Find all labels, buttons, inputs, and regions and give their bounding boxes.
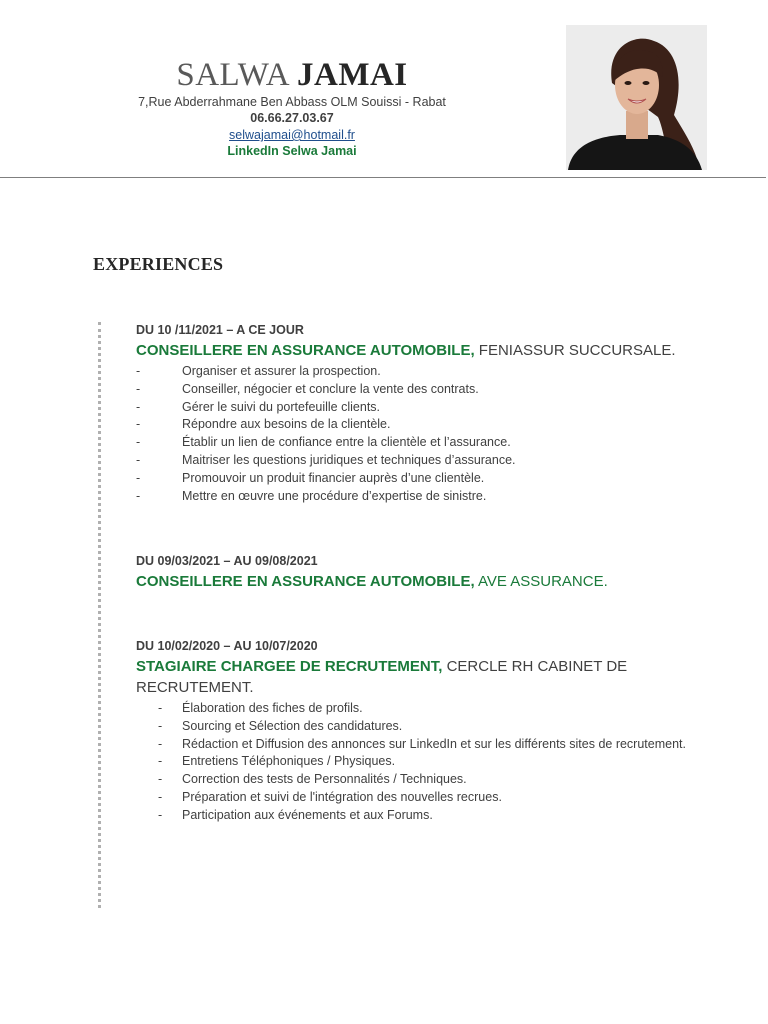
list-item: - Répondre aux besoins de la clientèle. <box>136 417 391 432</box>
section-title-experiences: EXPERIENCES <box>93 254 224 274</box>
list-item: - Gérer le suivi du portefeuille clients. <box>136 399 381 414</box>
portrait-illustration <box>566 25 707 170</box>
header-divider <box>0 177 766 178</box>
experience-date: DU 10 /11/2021 – A CE JOUR <box>136 323 304 337</box>
experience-item <box>136 553 696 592</box>
experience-role <box>136 571 696 592</box>
company-name: AVE ASSURANCE. <box>474 573 608 590</box>
job-title: CONSEILLERE EN ASSURANCE AUTOMOBILE, <box>136 342 475 359</box>
phone-number: 06.66.27.03.67 <box>250 111 334 125</box>
company-name: FENIASSUR SUCCURSALE. <box>474 342 676 359</box>
task-list <box>136 363 696 505</box>
job-title: CONSEILLERE EN ASSURANCE AUTOMOBILE, <box>136 573 475 590</box>
list-item: - Entretiens Téléphoniques / Physiques. <box>158 754 396 769</box>
company-name: CERCLE RH CABINET DE RECRUTEMENT. <box>136 658 628 696</box>
experience-item <box>136 638 696 825</box>
task-list <box>136 700 696 825</box>
experience-role <box>136 340 696 361</box>
last-name: JAMAI <box>297 57 408 93</box>
email-link[interactable]: selwajamai@hotmail.fr <box>229 128 355 142</box>
experience-item <box>136 322 696 505</box>
first-name: SALWA <box>176 57 289 93</box>
timeline-dotted-line <box>98 322 101 908</box>
list-item: - Maitriser les questions juridiques et techniques d’assurance. <box>136 452 516 467</box>
list-item: - Élaboration des fiches de profils. <box>158 701 363 715</box>
list-item: - Rédaction et Diffusion des annonces sur LinkedIn et sur les différents sites de recrutement. <box>158 736 686 751</box>
experience-role <box>136 656 696 698</box>
list-item: - Préparation et suivi de l'intégration des nouvelles recrues. <box>158 789 502 804</box>
experience-date: DU 09/03/2021 – AU 09/08/2021 <box>136 554 318 568</box>
candidate-name <box>0 56 584 94</box>
address: 7,Rue Abderrahmane Ben Abbass OLM Souissi - Rabat <box>138 95 446 109</box>
list-item: - Promouvoir un produit financier auprès d’une clientèle. <box>136 470 485 485</box>
linkedin-link[interactable]: LinkedIn Selwa Jamai <box>227 144 357 158</box>
job-title: STAGIAIRE CHARGEE DE RECRUTEMENT, <box>136 658 443 675</box>
list-item: - Mettre en œuvre une procédure d’expertise de sinistre. <box>136 488 487 503</box>
list-item: - Organiser et assurer la prospection. <box>136 364 381 378</box>
list-item: - Sourcing et Sélection des candidatures. <box>158 718 403 733</box>
list-item: - Conseiller, négocier et conclure la vente des contrats. <box>136 381 479 396</box>
experience-date: DU 10/02/2020 – AU 10/07/2020 <box>136 639 318 653</box>
list-item: - Participation aux événements et aux Forums. <box>158 807 433 822</box>
profile-photo <box>566 25 707 170</box>
list-item: - Correction des tests de Personnalités / Techniques. <box>158 772 467 787</box>
list-item: - Établir un lien de confiance entre la clientèle et l’assurance. <box>136 435 511 450</box>
